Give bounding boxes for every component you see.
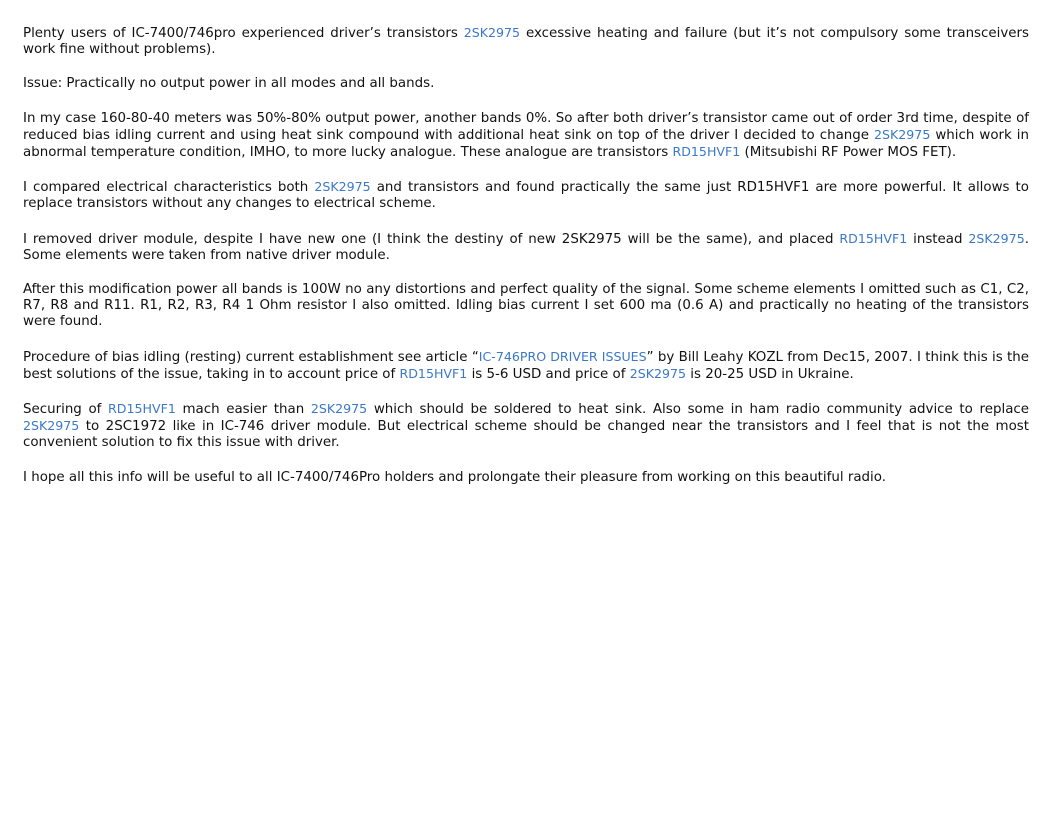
paragraph-my-case xyxy=(23,111,1029,162)
paragraph-text: instead xyxy=(907,231,969,247)
link-rd15hvf1[interactable]: RD15HVF1 xyxy=(399,365,468,381)
link-ic746pro-driver-issues[interactable]: IC-746PRO DRIVER ISSUES xyxy=(478,348,647,364)
paragraph-issue xyxy=(23,76,1029,92)
paragraph-securing xyxy=(23,401,1029,452)
paragraph-text: I removed driver module, despite I have new one (I think the destiny of new 2SK2975 will be the same), and placed xyxy=(23,231,840,247)
paragraph-text: which should be soldered to heat sink. Also some in ham radio community advice to replace xyxy=(367,402,1029,418)
link-2sk2975[interactable]: 2SK2975 xyxy=(874,126,931,142)
paragraph-closing xyxy=(23,470,1029,486)
paragraph-text: and transistors and found practically the same just RD15HVF1 are more powerful. It allows to replace transistors without any changes to electrical scheme. xyxy=(23,180,1029,212)
paragraph-text: Procedure of bias idling (resting) current establishment see article “ xyxy=(23,349,479,365)
paragraph-text: In my case 160-80-40 meters was 50%-80% output power, another bands 0%. So after both driver’s transistor came out of order 3rd time, despite of reduced bias idling current and using heat sink compound with additional heat sink on top of the driver I decided to change xyxy=(23,110,1029,143)
link-rd15hvf1[interactable]: RD15HVF1 xyxy=(839,230,908,246)
paragraph-compared xyxy=(23,179,1029,212)
paragraph-text: (Mitsubishi RF Power MOS FET). xyxy=(740,145,957,161)
paragraph-removed xyxy=(23,231,1029,264)
paragraph-text: After this modification power all bands is 100W no any distortions and perfect quality of the signal. Some scheme elements I omitted such as C1, C2, R7, R8 and R11. R1, R2, R3, R4 1 Ohm resistor I also omitted. Idling bias current I set 600 ma (0.6 A) and practically no heating of the transistors were found. xyxy=(23,282,1029,330)
link-2sk2975[interactable]: 2SK2975 xyxy=(314,179,371,195)
paragraph-intro xyxy=(23,25,1029,58)
paragraph-text: . Some elements were taken from native driver module. xyxy=(23,231,1029,263)
paragraph-text: Plenty users of IC-7400/746pro experienced driver’s transistors xyxy=(23,26,464,41)
link-rd15hvf1[interactable]: RD15HVF1 xyxy=(672,144,741,160)
paragraph-text: mach easier than xyxy=(175,402,311,418)
link-2sk2975[interactable]: 2SK2975 xyxy=(968,230,1025,246)
link-2sk2975[interactable]: 2SK2975 xyxy=(310,401,368,417)
paragraph-text: ” by Bill Leahy KOZL from Dec15, 2007. I think this is the best solutions of the issue, taking in to account price of xyxy=(23,349,1029,382)
paragraph-text: to 2SC1972 like in IC-746 driver module. But electrical scheme should be changed near the transistors and I feel that is not the most convenient solution to fix this issue with driver. xyxy=(23,419,1029,451)
paragraph-after-modification xyxy=(23,282,1029,331)
link-2sk2975[interactable]: 2SK2975 xyxy=(23,418,80,434)
paragraph-text: Issue: Practically no output power in all modes and all bands. xyxy=(23,76,435,92)
link-2sk2975[interactable]: 2SK2975 xyxy=(463,25,521,40)
paragraph-text: is 20-25 USD in Ukraine. xyxy=(686,366,854,382)
link-2sk2975[interactable]: 2SK2975 xyxy=(629,365,687,381)
paragraph-text: is 5-6 USD and price of xyxy=(467,366,630,382)
paragraph-text: excessive heating and failure (but it’s not compulsory some transceivers work fine without problems). xyxy=(23,26,1030,58)
paragraph-text: which work in abnormal temperature condition, IMHO, to more lucky analogue. These analogue are transistors xyxy=(23,127,1029,161)
article-body xyxy=(23,25,1029,486)
paragraph-text: Securing of xyxy=(23,402,109,418)
paragraph-procedure xyxy=(23,349,1029,383)
link-rd15hvf1[interactable]: RD15HVF1 xyxy=(108,401,176,417)
paragraph-text: I compared electrical characteristics both xyxy=(23,180,315,196)
paragraph-text: I hope all this info will be useful to all IC-7400/746Pro holders and prolongate their pleasure from working on this beautiful radio. xyxy=(23,469,886,485)
